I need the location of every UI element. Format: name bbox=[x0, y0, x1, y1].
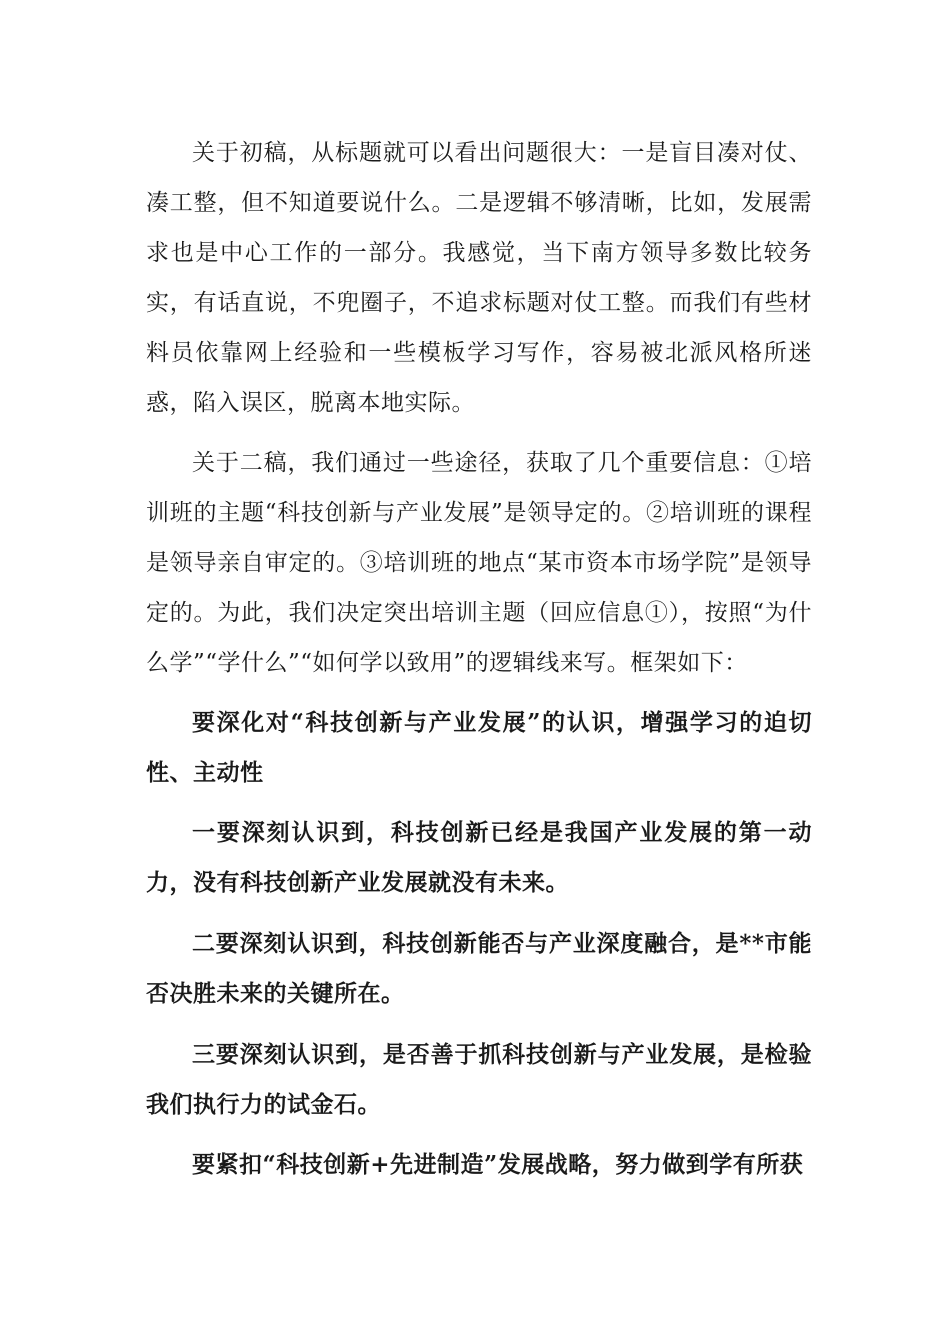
document-page bbox=[146, 128, 812, 1190]
paragraph-second-draft: 关于二稿，我们通过一些途径，获取了几个重要信息：①培训班的主题“科技创新与产业发展”是领导定的。②培训班的课程是领导亲自审定的。③培训班的地点“某市资本市场学院”是领导定的。为此，我们决定突出培训主题（回应信息①），按照“为什么学”“学什么”“如何学以致用”的逻辑线来写。框架如下： bbox=[146, 450, 812, 676]
list-item-3: 三要深刻认识到，是否善于抓科技创新与产业发展，是检验我们执行力的试金石。 bbox=[146, 1041, 812, 1118]
paragraph-first-draft: 关于初稿，从标题就可以看出问题很大：一是盲目凑对仗、凑工整，但不知道要说什么。二是逻辑不够清晰，比如，发展需求也是中心工作的一部分。我感觉，当下南方领导多数比较务实，有话直说，不兜圈子，不追求标题对仗工整。而我们有些材料员依靠网上经验和一些模板学习写作，容易被北派风格所迷惑，陷入误区，脱离本地实际。 bbox=[146, 140, 812, 416]
section-heading-1: 要深化对“科技创新与产业发展”的认识，增强学习的迫切性、主动性 bbox=[146, 709, 812, 786]
list-item-1: 一要深刻认识到，科技创新已经是我国产业发展的第一动力，没有科技创新产业发展就没有未来。 bbox=[146, 819, 812, 896]
section-heading-2: 要紧扣“科技创新+先进制造”发展战略，努力做到学有所获 bbox=[192, 1151, 804, 1178]
list-item-2: 二要深刻认识到，科技创新能否与产业深度融合，是**市能否决胜未来的关键所在。 bbox=[146, 930, 812, 1007]
